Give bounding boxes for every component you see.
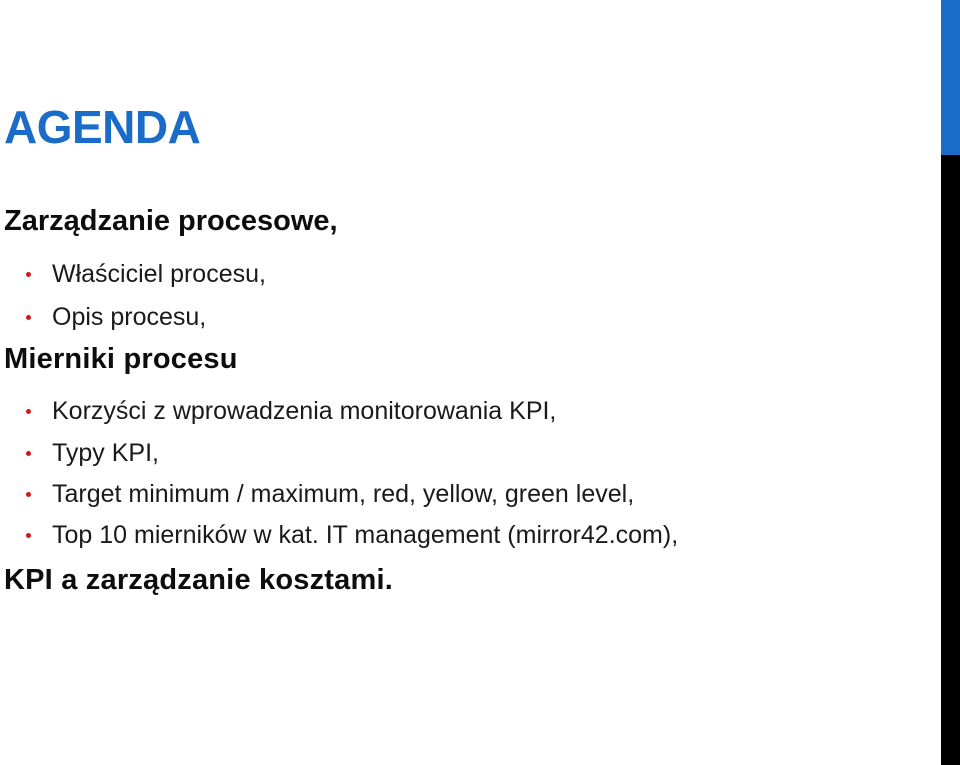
bullet-dot-icon xyxy=(26,492,31,497)
bullet-item xyxy=(26,305,206,330)
bullet-dot-icon xyxy=(26,533,31,538)
slide-title: AGENDA xyxy=(4,101,201,153)
side-bar-accent xyxy=(941,0,960,155)
bullet-text: Typy KPI, xyxy=(52,439,159,467)
bullet-dot-icon xyxy=(26,272,31,277)
bullet-item xyxy=(26,441,159,466)
section-heading-process-management: Zarządzanie procesowe, xyxy=(4,205,338,237)
bullet-item xyxy=(26,399,556,424)
bullet-item xyxy=(26,482,634,507)
bullet-text: Opis procesu, xyxy=(52,303,207,331)
bullet-item xyxy=(26,262,266,287)
bullet-text: Korzyści z wprowadzenia monitorowania KPI, xyxy=(52,397,557,425)
bullet-dot-icon xyxy=(26,409,31,414)
bullet-dot-icon xyxy=(26,315,31,320)
bullet-item xyxy=(26,523,678,548)
section-heading-kpi-costs: KPI a zarządzanie kosztami. xyxy=(4,564,393,596)
bullet-text: Właściciel procesu, xyxy=(52,260,266,288)
bullet-dot-icon xyxy=(26,451,31,456)
bullet-text: Top 10 mierników w kat. IT management (mirror42.com), xyxy=(52,521,679,549)
section-heading-process-metrics: Mierniki procesu xyxy=(4,343,238,375)
bullet-text: Target minimum / maximum, red, yellow, green level, xyxy=(52,480,635,508)
